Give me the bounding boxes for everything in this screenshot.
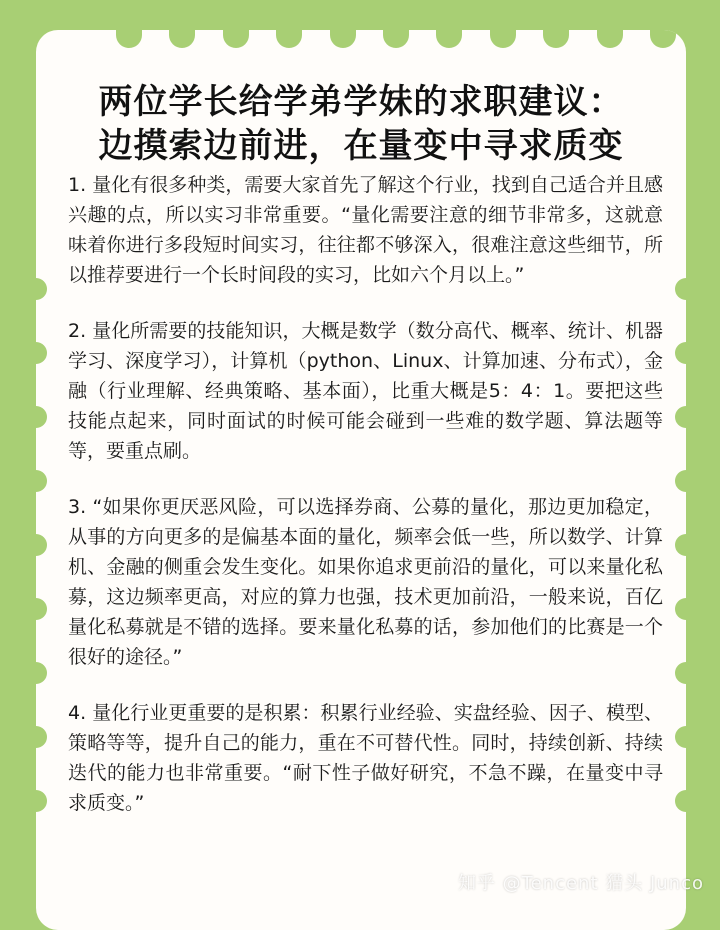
card-notch bbox=[675, 470, 686, 492]
card-notch bbox=[675, 726, 686, 748]
card-notch bbox=[36, 278, 47, 300]
card-notch bbox=[675, 342, 686, 364]
page-title bbox=[36, 80, 686, 168]
card-notch bbox=[36, 342, 47, 364]
card-notch bbox=[675, 534, 686, 556]
source-watermark: 知乎 @Tencent 猎头 Junco bbox=[458, 869, 704, 895]
card-top-tabs bbox=[116, 30, 676, 48]
advice-paragraph-2: 2. 量化所需要的技能知识，大概是数学（数分高代、概率、统计、机器学习、深度学习），计算机（python、Linux、计算加速、分布式），金融（行业理解、经典策略、基本面），比重大概是5：4：1。要把这些技能点起来，同时面试的时候可能会碰到一些难的数学题、算法题等等，要重点刷。 bbox=[68, 316, 663, 466]
card-notch bbox=[675, 790, 686, 812]
card-notch bbox=[36, 470, 47, 492]
card-notch bbox=[675, 278, 686, 300]
card-notch bbox=[36, 790, 47, 812]
advice-paragraph-4: 4. 量化行业更重要的是积累：积累行业经验、实盘经验、因子、模型、策略等等，提升自己的能力，重在不可替代性。同时，持续创新、持续迭代的能力也非常重要。“耐下性子做好研究，不急不躁，在量变中寻求质变。” bbox=[68, 698, 663, 818]
card-notch bbox=[675, 598, 686, 620]
title-line-2: 边摸索边前进，在量变中寻求质变 bbox=[36, 124, 686, 168]
advice-list bbox=[68, 170, 663, 844]
advice-paragraph-3: 3. “如果你更厌恶风险，可以选择券商、公募的量化，那边更加稳定，从事的方向更多的是偏基本面的量化，频率会低一些，所以数学、计算机、金融的侧重会发生变化。如果你追求更前沿的量化，可以来量化私募，这边频率更高，对应的算力也强，技术更加前沿，一般来说，百亿量化私募就是不错的选择。要来量化私募的话，参加他们的比赛是一个很好的途径。” bbox=[68, 492, 663, 672]
title-line-1: 两位学长给学弟学妹的求职建议： bbox=[36, 80, 686, 124]
card-notch bbox=[36, 598, 47, 620]
advice-paragraph-1: 1. 量化有很多种类，需要大家首先了解这个行业，找到自己适合并且感兴趣的点，所以实习非常重要。“量化需要注意的细节非常多，这就意味着你进行多段短时间实习，往往都不够深入，很难注意这些细节，所以推荐要进行一个长时间段的实习，比如六个月以上。” bbox=[68, 170, 663, 290]
card-notch bbox=[36, 406, 47, 428]
card-notch bbox=[36, 726, 47, 748]
card-notch bbox=[36, 534, 47, 556]
post-card bbox=[36, 30, 686, 930]
card-notch bbox=[675, 406, 686, 428]
card-notch bbox=[675, 662, 686, 684]
card-notch bbox=[36, 662, 47, 684]
